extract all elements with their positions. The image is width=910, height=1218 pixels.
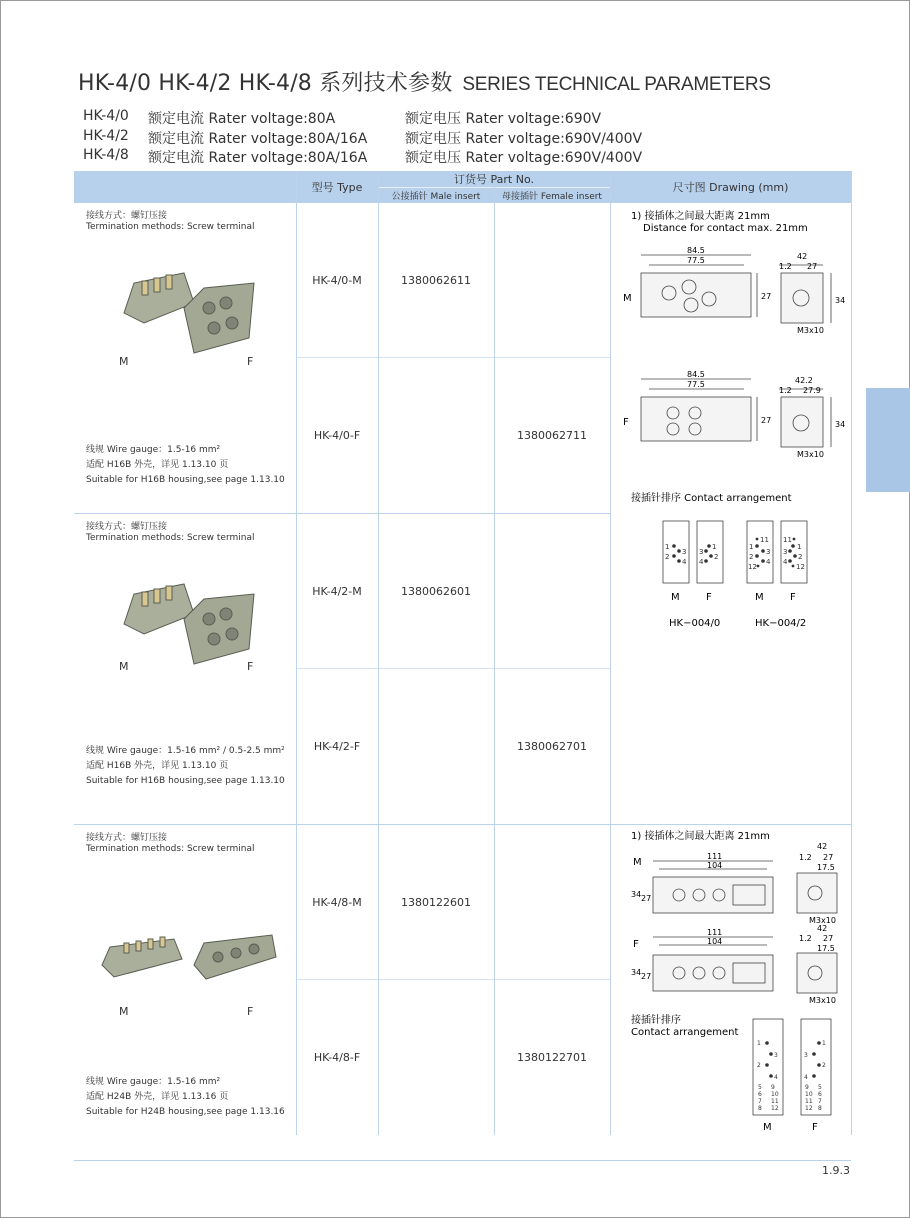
drawing-m-side <box>779 265 831 323</box>
contact-model-1: HK−004/0 <box>668 618 720 629</box>
spec-voltage: 额定电压 Rater voltage:690V <box>405 111 602 127</box>
drawing-note-cn: 1) 接插体之间最大距离 21mm <box>630 831 770 842</box>
dim-inner: 104 <box>706 937 722 946</box>
svg-text:4: 4 <box>765 558 770 566</box>
label-f: F <box>247 355 254 368</box>
dim-h1: 34 <box>630 968 641 977</box>
dim-inner: 77.5 <box>686 380 705 389</box>
svg-text:8: 8 <box>757 1105 762 1112</box>
dim-screw: M3x10 <box>808 996 836 1005</box>
title-en: SERIES TECHNICAL PARAMETERS <box>462 74 771 95</box>
contact-label-f: F <box>811 1122 818 1133</box>
svg-text:4: 4 <box>698 558 703 566</box>
dim-height: 27 <box>760 292 771 301</box>
svg-text:3: 3 <box>765 548 770 556</box>
group-description <box>74 825 296 1136</box>
drawing-f-side <box>797 953 837 993</box>
wire-gauge: 线规 Wire gauge：1.5-16 mm² <box>86 445 221 455</box>
group-description <box>74 514 296 825</box>
dim-side-height: 34 <box>834 296 845 305</box>
male-part-cell <box>378 669 494 825</box>
svg-text:1: 1 <box>711 543 716 551</box>
dim-side-a: 1.2 <box>798 934 812 943</box>
male-part-cell: 1380062601 <box>378 514 494 669</box>
svg-text:11: 11 <box>782 536 792 544</box>
dim-side-c: 17.5 <box>816 863 835 872</box>
termination-cn: 接线方式：螺钉压接 <box>86 833 168 843</box>
dim-side-b: 27 <box>806 262 817 271</box>
contact-title: 接插针排序 Contact arrangement <box>630 493 792 504</box>
svg-text:12: 12 <box>747 563 757 571</box>
svg-text:2: 2 <box>748 553 753 561</box>
dim-screw: M3x10 <box>796 450 824 459</box>
drawing-cell <box>610 203 851 825</box>
dim-side-b: 27 <box>822 853 833 862</box>
dim-h2: 27 <box>640 894 651 903</box>
dim-side-width: 42 <box>816 924 827 933</box>
dim-side-width: 42 <box>796 252 807 261</box>
spec-model: HK-4/8 <box>83 147 129 163</box>
spec-model: HK-4/0 <box>83 108 129 124</box>
female-part-cell: 1380122701 <box>494 980 610 1136</box>
svg-text:6: 6 <box>757 1091 762 1098</box>
type-cell: HK-4/8-M <box>296 825 378 980</box>
female-part-cell <box>494 825 610 980</box>
svg-text:1: 1 <box>748 543 753 551</box>
label-m: M <box>119 355 129 368</box>
dim-screw: M3x10 <box>808 916 836 925</box>
housing-cn: 适配 H16B 外壳，详见 1.13.10 页 <box>86 761 229 771</box>
dim-side-height: 34 <box>834 420 845 429</box>
drawing-note-cn: 1) 接插体之间最大距离 21mm <box>630 211 770 222</box>
female-part-cell: 1380062711 <box>494 358 610 514</box>
svg-text:10: 10 <box>770 1091 779 1098</box>
dim-side-width: 42 <box>816 842 827 851</box>
section-tab[interactable] <box>866 388 910 492</box>
spec-current: 额定电流 Rater voltage:80A/16A <box>148 150 368 166</box>
svg-text:6: 6 <box>817 1091 822 1098</box>
svg-text:7: 7 <box>757 1098 762 1105</box>
svg-text:3: 3 <box>773 1052 778 1059</box>
dim-side-a: 1.2 <box>778 262 792 271</box>
drawing-label-m: M <box>632 857 642 868</box>
dim-h1: 34 <box>630 890 641 899</box>
svg-text:2: 2 <box>797 553 802 561</box>
svg-text:8: 8 <box>817 1105 822 1112</box>
page-number: 1.9.3 <box>822 1164 850 1177</box>
svg-text:11: 11 <box>770 1098 779 1105</box>
header-blank <box>74 171 296 203</box>
wire-gauge: 线规 Wire gauge：1.5-16 mm² <box>86 1077 221 1087</box>
housing-en: Suitable for H16B housing,see page 1.13.10 <box>86 776 285 786</box>
spec-current: 额定电流 Rater voltage:80A <box>148 111 336 127</box>
svg-text:4: 4 <box>681 558 686 566</box>
svg-text:2: 2 <box>821 1062 826 1069</box>
svg-text:11: 11 <box>759 536 769 544</box>
label-m: M <box>119 660 129 673</box>
type-cell: HK-4/2-M <box>296 514 378 669</box>
termination-cn: 接线方式：螺钉压接 <box>86 211 168 221</box>
termination-en: Termination methods: Screw terminal <box>86 222 255 232</box>
type-cell: HK-4/8-F <box>296 980 378 1136</box>
termination-cn: 接线方式：螺钉压接 <box>86 522 168 532</box>
dim-side-b: 27 <box>822 934 833 943</box>
svg-text:12: 12 <box>770 1105 779 1112</box>
title-cn: HK-4/0 HK-4/2 HK-4/8 系列技术参数 <box>78 71 453 96</box>
header-male: 公接插针 Male insert <box>378 188 494 204</box>
svg-text:9: 9 <box>804 1084 809 1091</box>
termination-en: Termination methods: Screw terminal <box>86 533 255 543</box>
drawing-hk-4-8 <box>611 825 852 1135</box>
spec-table <box>74 171 852 1135</box>
label-f: F <box>247 660 254 673</box>
female-part-cell <box>494 203 610 358</box>
contact-model-2: HK−004/2 <box>754 618 806 629</box>
drawing-hk-4-0-4-2 <box>611 203 852 823</box>
svg-text:1: 1 <box>664 543 669 551</box>
wire-gauge: 线规 Wire gauge：1.5-16 mm² / 0.5-2.5 mm² <box>86 746 285 756</box>
housing-en: Suitable for H16B housing,see page 1.13.10 <box>86 475 285 485</box>
male-part-cell: 1380122601 <box>378 825 494 980</box>
drawing-label-f: F <box>632 939 639 950</box>
dim-side-a: 1.2 <box>778 386 792 395</box>
drawing-label-f: F <box>622 417 629 428</box>
dim-h2: 27 <box>640 972 651 981</box>
contact-label-f: F <box>705 592 712 603</box>
contact-label-m: M <box>670 592 680 603</box>
female-part-cell <box>494 514 610 669</box>
header-drawing: 尺寸图 Drawing (mm) <box>610 171 851 203</box>
svg-text:12: 12 <box>795 563 805 571</box>
connector-photo <box>114 564 264 674</box>
type-cell: HK-4/2-F <box>296 669 378 825</box>
housing-en: Suitable for H24B housing,see page 1.13.16 <box>86 1107 285 1117</box>
dim-side-a: 1.2 <box>798 853 812 862</box>
svg-text:3: 3 <box>698 548 703 556</box>
drawing-note-en: Distance for contact max. 21mm <box>642 223 808 234</box>
header-type: 型号 Type <box>296 171 378 203</box>
connector-photo <box>114 253 264 363</box>
housing-cn: 适配 H24B 外壳，详见 1.13.16 页 <box>86 1092 229 1102</box>
header-female: 母接插针 Female insert <box>494 188 610 204</box>
table-row <box>74 203 851 358</box>
svg-text:11: 11 <box>804 1098 813 1105</box>
svg-text:9: 9 <box>770 1084 775 1091</box>
dim-outer: 111 <box>706 852 722 861</box>
svg-text:5: 5 <box>817 1084 822 1091</box>
drawing-label-m: M <box>622 293 632 304</box>
svg-text:4: 4 <box>803 1074 808 1081</box>
svg-text:12: 12 <box>804 1105 813 1112</box>
svg-text:5: 5 <box>757 1084 762 1091</box>
male-part-cell: 1380062611 <box>378 203 494 358</box>
svg-text:3: 3 <box>803 1052 808 1059</box>
svg-text:4: 4 <box>773 1074 778 1081</box>
dim-outer: 111 <box>706 928 722 937</box>
table-row <box>74 825 851 980</box>
group-description <box>74 203 296 514</box>
svg-text:2: 2 <box>756 1062 761 1069</box>
svg-text:1: 1 <box>796 543 801 551</box>
svg-text:2: 2 <box>664 553 669 561</box>
svg-text:2: 2 <box>713 553 718 561</box>
label-m: M <box>119 1005 129 1018</box>
dim-side-width: 42.2 <box>794 376 813 385</box>
spec-current: 额定电流 Rater voltage:80A/16A <box>148 131 368 147</box>
spec-model: HK-4/2 <box>83 128 129 144</box>
dim-height: 27 <box>760 416 771 425</box>
svg-text:3: 3 <box>782 548 787 556</box>
dim-inner: 104 <box>706 861 722 870</box>
connector-photo <box>94 925 284 1005</box>
contact-label-m: M <box>754 592 764 603</box>
footer-divider <box>74 1160 851 1161</box>
dim-inner: 77.5 <box>686 256 705 265</box>
page-title <box>78 66 771 97</box>
contact-title-en: Contact arrangement <box>630 1027 738 1038</box>
spec-voltage: 额定电压 Rater voltage:690V/400V <box>405 131 643 147</box>
spec-voltage: 额定电压 Rater voltage:690V/400V <box>405 150 643 166</box>
dim-side-c: 17.5 <box>816 944 835 953</box>
type-cell: HK-4/0-M <box>296 203 378 358</box>
female-part-cell: 1380062701 <box>494 669 610 825</box>
svg-text:7: 7 <box>817 1098 822 1105</box>
label-f: F <box>247 1005 254 1018</box>
drawing-f-side <box>779 389 831 447</box>
dim-outer: 84.5 <box>686 370 705 379</box>
dim-side-b: 27.9 <box>802 386 821 395</box>
termination-en: Termination methods: Screw terminal <box>86 844 255 854</box>
dim-screw: M3x10 <box>796 326 824 335</box>
male-part-cell <box>378 358 494 514</box>
header-part-no: 订货号 Part No. <box>378 171 610 188</box>
contact-title-cn: 接插针排序 <box>630 1015 681 1026</box>
male-part-cell <box>378 980 494 1136</box>
svg-text:10: 10 <box>804 1091 813 1098</box>
svg-text:3: 3 <box>681 548 686 556</box>
svg-text:1: 1 <box>821 1040 826 1047</box>
svg-text:4: 4 <box>782 558 787 566</box>
contact-label-f: F <box>789 592 796 603</box>
type-cell: HK-4/0-F <box>296 358 378 514</box>
drawing-cell <box>610 825 851 1136</box>
housing-cn: 适配 H16B 外壳，详见 1.13.10 页 <box>86 460 229 470</box>
dim-outer: 84.5 <box>686 246 705 255</box>
drawing-m-side <box>797 873 837 913</box>
svg-text:1: 1 <box>756 1040 761 1047</box>
contact-label-m: M <box>762 1122 772 1133</box>
